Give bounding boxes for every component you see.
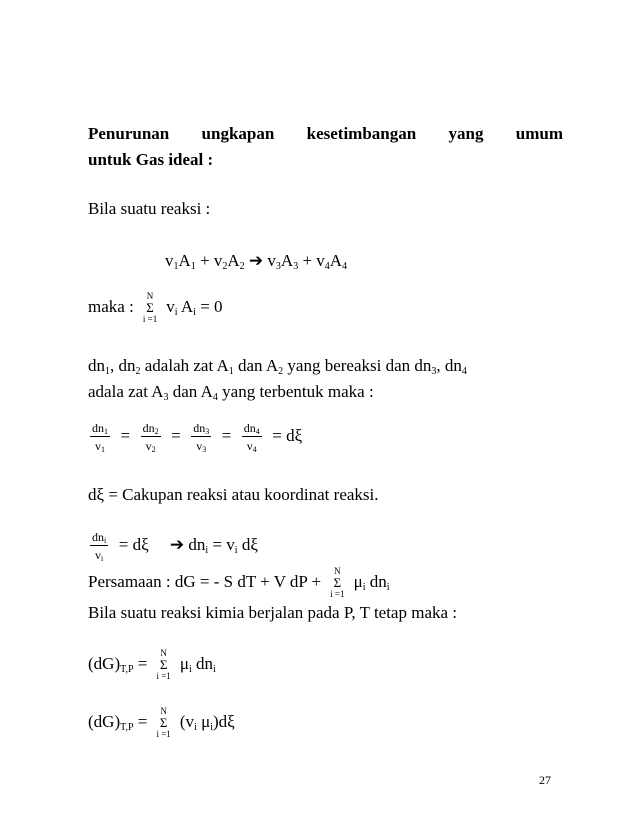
equals-sign: = <box>120 425 131 445</box>
subscript: 2 <box>278 366 284 377</box>
subscript: i <box>189 663 192 675</box>
subscript: 3 <box>205 427 210 436</box>
text-run: dn <box>191 653 214 673</box>
numerator-text: dn <box>92 421 104 435</box>
equals-dxi: = dξ <box>118 534 149 554</box>
subscript: 2 <box>135 366 141 377</box>
subscript: 4 <box>255 427 260 436</box>
reaction-part: v <box>165 251 174 270</box>
text-run: (dG) <box>88 653 121 673</box>
subscript: 3 <box>275 261 281 272</box>
heading-word: yang <box>448 124 484 143</box>
subscript: 4 <box>342 261 348 272</box>
reaction-part: A <box>178 251 191 270</box>
text-run: Persamaan : dG = - S dT + V dP + <box>88 571 322 591</box>
text-run: )dξ <box>213 711 235 731</box>
text-run: dn <box>365 571 387 591</box>
persamaan-equation <box>88 567 390 599</box>
subscript: 3 <box>293 261 299 272</box>
subscript: i <box>213 663 216 675</box>
text-run: , dn <box>436 356 462 375</box>
text-run: dan A <box>233 356 279 375</box>
summation <box>154 707 174 739</box>
intro-text: Bila suatu reaksi : <box>88 199 211 218</box>
text-run: yang bereaksi dan dn <box>283 356 432 375</box>
sigma-icon: Σ <box>146 300 154 315</box>
paragraph-line-1 <box>88 356 467 376</box>
text-run: μ <box>196 711 211 731</box>
denominator-text: v <box>145 439 152 453</box>
subscript: i <box>193 306 196 318</box>
sum-lower-limit: i =1 <box>156 671 171 681</box>
fraction-numerator <box>191 421 211 437</box>
summation <box>327 567 347 599</box>
fraction-denominator <box>242 437 262 453</box>
text-run: (dG) <box>88 711 121 731</box>
ratio-equation <box>88 421 302 453</box>
subscript: 2 <box>154 427 159 436</box>
fraction <box>90 530 108 562</box>
summation <box>154 649 174 681</box>
subscript: 1 <box>105 366 110 377</box>
text-run: dn <box>88 356 105 375</box>
reaction-equation <box>165 251 347 271</box>
subscript: T,P <box>120 721 134 733</box>
reaction-part: v <box>263 251 276 270</box>
subscript: 4 <box>324 261 330 272</box>
subscript: i <box>386 581 390 593</box>
subscript: i <box>104 536 107 545</box>
fraction-numerator <box>141 421 161 437</box>
text-run: , dn <box>110 356 136 375</box>
text-run: adala zat A <box>88 382 164 401</box>
denominator-text: v <box>246 439 253 453</box>
arrow-icon: ➔ <box>248 251 264 270</box>
sigma-icon: Σ <box>333 575 342 590</box>
sigma-icon: Σ <box>159 657 168 672</box>
term: A <box>177 296 194 316</box>
sum-upper-limit: N <box>160 648 167 658</box>
fraction-denominator <box>90 546 108 562</box>
subscript: i <box>210 721 213 733</box>
sum-upper-limit: N <box>334 566 341 576</box>
text-run: dn <box>184 534 206 554</box>
text-run: = <box>133 653 148 673</box>
subscript: 1 <box>173 261 179 272</box>
sigma-icon: Σ <box>159 715 168 730</box>
subscript: 2 <box>222 261 228 272</box>
text-run: μ <box>349 571 363 591</box>
reaction-part: + v <box>195 251 223 270</box>
denominator-text: v <box>95 548 101 562</box>
subscript: 3 <box>202 445 207 454</box>
subscript: 1 <box>104 427 108 436</box>
page-number: 27 <box>539 773 551 787</box>
definition-text: dξ = Cakupan reaksi atau koordinat reaksi. <box>88 485 379 504</box>
heading-word: kesetimbangan <box>306 124 417 143</box>
subscript: 2 <box>239 261 245 272</box>
subscript: 4 <box>212 392 218 403</box>
fraction-denominator <box>141 437 161 453</box>
subscript: 1 <box>190 261 196 272</box>
reaction-part: A <box>329 251 343 270</box>
sum-lower-limit: i =1 <box>156 729 171 739</box>
term: v <box>166 296 175 316</box>
sum-lower-limit: i =1 <box>330 589 345 599</box>
subscript: i <box>194 721 197 733</box>
fraction <box>141 421 161 453</box>
section-heading <box>88 121 563 173</box>
subscript: 3 <box>163 392 169 403</box>
sum-equation <box>88 292 223 324</box>
dg-equation-1 <box>88 649 216 681</box>
maka-label: maka : <box>88 296 134 316</box>
text-run: yang terbentuk maka : <box>217 382 374 401</box>
reaction-part: A <box>227 251 240 270</box>
condition-text: Bila suatu reaksi kimia berjalan pada P, T tetap maka : <box>88 603 458 622</box>
summation <box>140 292 160 324</box>
subscript: i <box>234 544 238 556</box>
fraction-numerator <box>242 421 262 437</box>
sum-lower-limit: i =1 <box>142 314 158 324</box>
numerator-text: dn <box>142 421 155 435</box>
subscript: 3 <box>431 366 437 377</box>
fraction <box>191 421 211 453</box>
reaction-part: + v <box>298 251 325 270</box>
subscript: i <box>174 306 178 318</box>
fraction-numerator <box>90 421 110 437</box>
numerator-text: dn <box>92 530 104 544</box>
subscript: 2 <box>151 445 156 454</box>
subscript: 1 <box>228 366 234 377</box>
subscript: i <box>205 544 209 556</box>
denominator-text: v <box>196 439 203 453</box>
ratio-result: = dξ <box>272 425 303 445</box>
text-run: μ <box>175 653 190 673</box>
fraction-numerator <box>90 530 108 546</box>
text-run: = <box>133 711 148 731</box>
reaction-part: A <box>280 251 294 270</box>
denominator-text: v <box>95 439 101 453</box>
numerator-text: dn <box>193 421 206 435</box>
dg-equation-2 <box>88 707 235 739</box>
subscript: T,P <box>120 663 134 675</box>
heading-line-1 <box>88 121 563 147</box>
fraction <box>242 421 262 453</box>
text-run: dξ <box>237 534 258 554</box>
subscript: i <box>101 554 104 563</box>
subscript: 1 <box>101 445 105 454</box>
numerator-text: dn <box>243 421 256 435</box>
text-run: (v <box>175 711 195 731</box>
text-run: = v <box>208 534 235 554</box>
equals-sign: = <box>171 425 181 445</box>
fraction-denominator <box>90 437 110 453</box>
fraction-denominator <box>191 437 211 453</box>
paragraph-line-2 <box>88 382 374 402</box>
dni-equation <box>88 530 258 562</box>
term: = 0 <box>195 296 223 316</box>
sum-upper-limit: N <box>146 291 154 301</box>
equals-sign: = <box>221 425 232 445</box>
subscript: 4 <box>252 445 257 454</box>
arrow-icon: ➔ <box>169 534 185 554</box>
heading-word: umum <box>515 124 563 143</box>
subscript: i <box>362 581 366 593</box>
text-run: adalah zat A <box>140 356 229 375</box>
heading-line-2: untuk Gas ideal : <box>88 150 214 169</box>
subscript: 4 <box>461 366 467 377</box>
text-run: dan A <box>168 382 213 401</box>
fraction <box>90 421 110 453</box>
sum-upper-limit: N <box>160 706 167 716</box>
heading-word: ungkapan <box>201 124 275 143</box>
heading-word: Penurunan <box>88 124 170 143</box>
